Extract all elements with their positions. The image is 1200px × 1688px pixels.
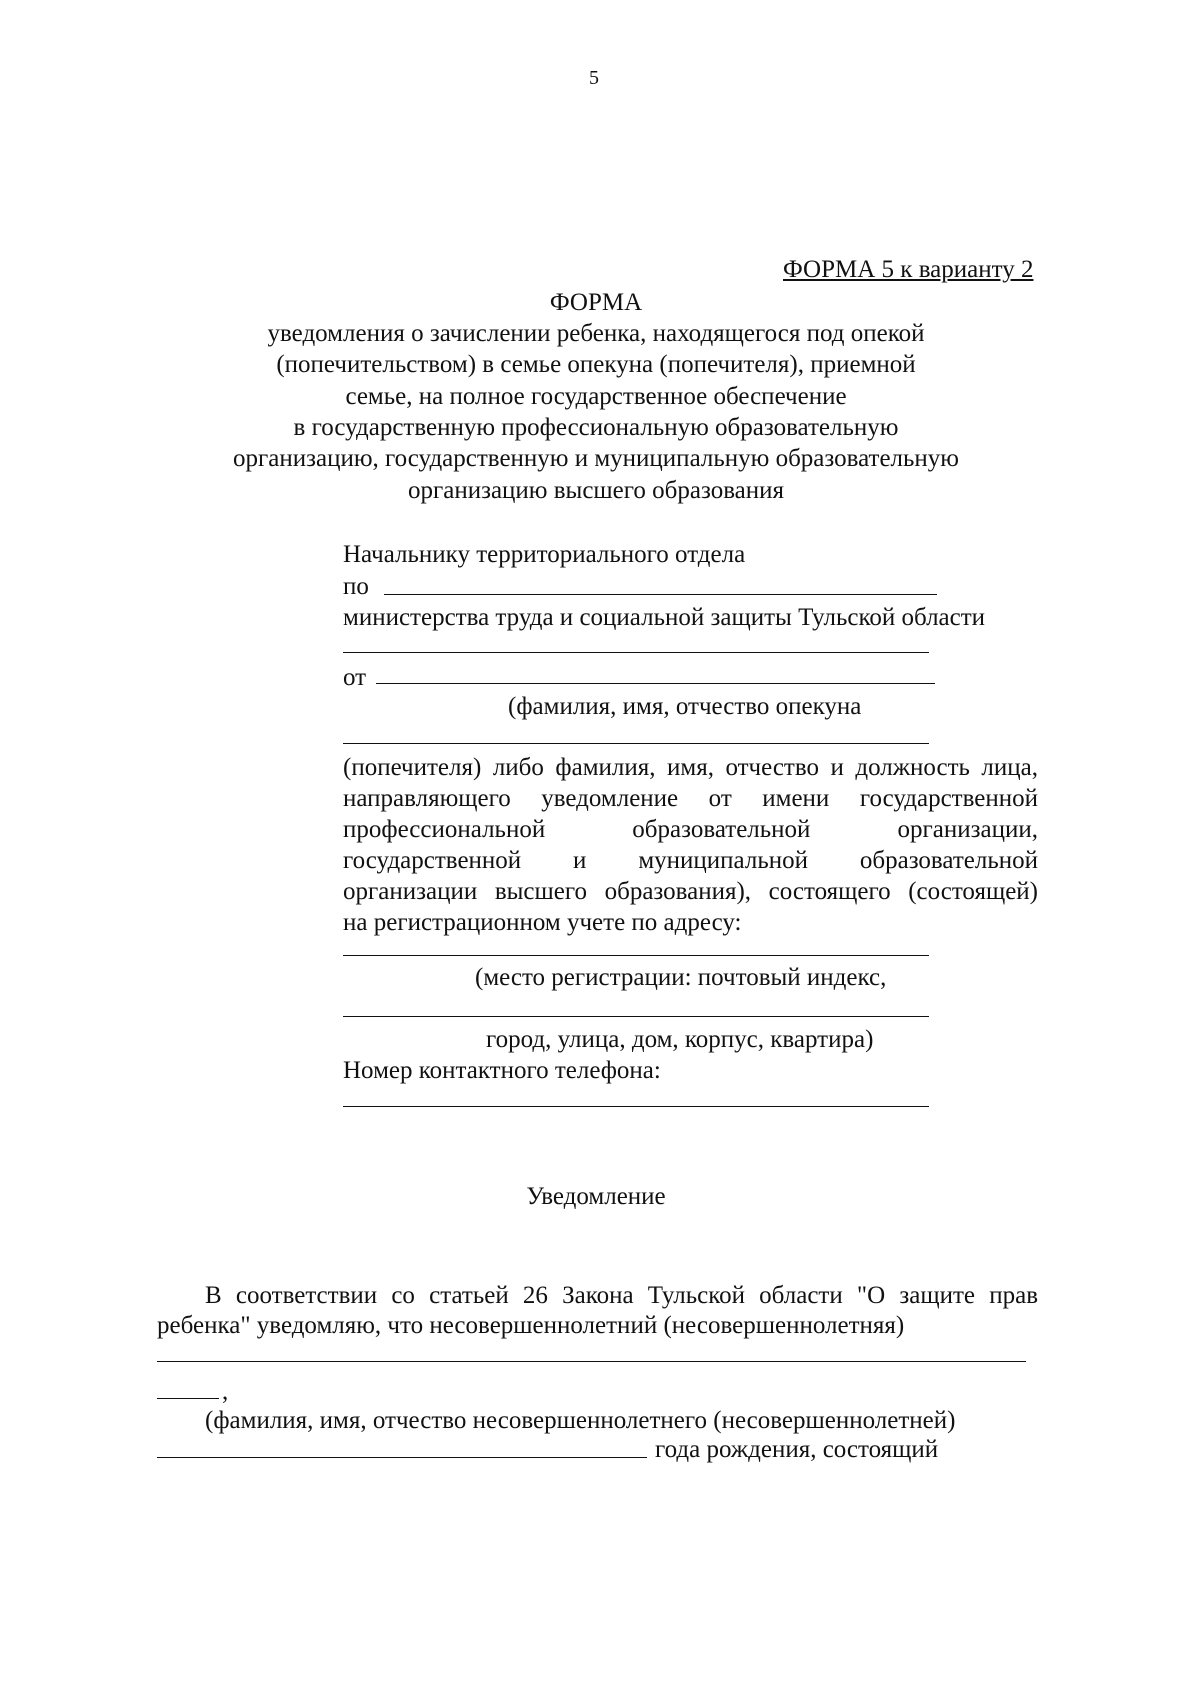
form-title-line: в государственную профессиональную образовательную xyxy=(293,414,899,441)
caption-sender-fio: (фамилия, имя, отчество опекуна xyxy=(508,693,862,720)
caption-sender-details: на регистрационном учете по адресу: xyxy=(343,909,742,936)
notice-heading: Уведомление xyxy=(526,1183,666,1210)
caption-sender-details: государственной и муниципальной образовательной xyxy=(343,847,1038,874)
form-reference: ФОРМА 5 к варианту 2 xyxy=(783,256,1034,283)
addressee-po-label: по xyxy=(343,573,369,600)
address-blank-2 xyxy=(343,1016,929,1017)
form-title-line: (попечительством) в семье опекуна (попечителя), приемной xyxy=(276,351,916,378)
caption-sender-details: организации высшего образования), состоящего (состоящей) xyxy=(343,878,1038,905)
sender-fio-blank xyxy=(376,683,935,684)
address-blank-1 xyxy=(343,955,929,956)
birth-year-text: года рождения, состоящий xyxy=(655,1436,939,1463)
phone-label: Номер контактного телефона: xyxy=(343,1057,661,1084)
addressee-line: Начальнику территориального отдела xyxy=(343,541,746,568)
form-title-line: организацию, государственную и муниципальную образовательную xyxy=(232,445,959,472)
caption-sender-details: (попечителя) либо фамилия, имя, отчество и должность лица, xyxy=(343,754,1038,781)
form-title-line: организацию высшего образования xyxy=(407,477,785,504)
from-label: от xyxy=(343,664,367,691)
form-title-heading: ФОРМА xyxy=(549,289,643,316)
form-title-line: уведомления о зачислении ребенка, находящегося под опекой xyxy=(267,320,925,347)
addressee-line: министерства труда и социальной защиты Тульской области xyxy=(343,604,986,631)
phone-blank xyxy=(343,1106,929,1107)
form-title-line: семье, на полное государственное обеспечение xyxy=(345,383,847,410)
minor-fio-blank-short xyxy=(157,1398,219,1399)
caption-sender-details: направляющего уведомление от имени государственной xyxy=(343,785,1038,812)
notice-paragraph-line: ребенка" уведомляю, что несовершеннолетний (несовершеннолетняя) xyxy=(157,1312,905,1339)
birth-year-blank xyxy=(157,1457,647,1458)
notice-paragraph-line: В соответствии со статьей 26 Закона Тульской области "О защите прав xyxy=(205,1282,1038,1309)
caption-minor-fio: (фамилия, имя, отчество несовершеннолетнего (несовершеннолетней) xyxy=(205,1407,956,1434)
caption-sender-details: профессиональной образовательной организации, xyxy=(343,816,1038,843)
page-number: 5 xyxy=(589,67,599,89)
minor-fio-blank xyxy=(157,1361,1026,1362)
territorial-department-blank xyxy=(384,594,937,595)
sender-fio-blank-2 xyxy=(343,743,929,744)
addressee-blank xyxy=(343,652,929,653)
comma-mark: , xyxy=(222,1378,229,1405)
caption-address-1: (место регистрации: почтовый индекс, xyxy=(475,964,887,991)
caption-address-2: город, улица, дом, корпус, квартира) xyxy=(486,1026,874,1053)
